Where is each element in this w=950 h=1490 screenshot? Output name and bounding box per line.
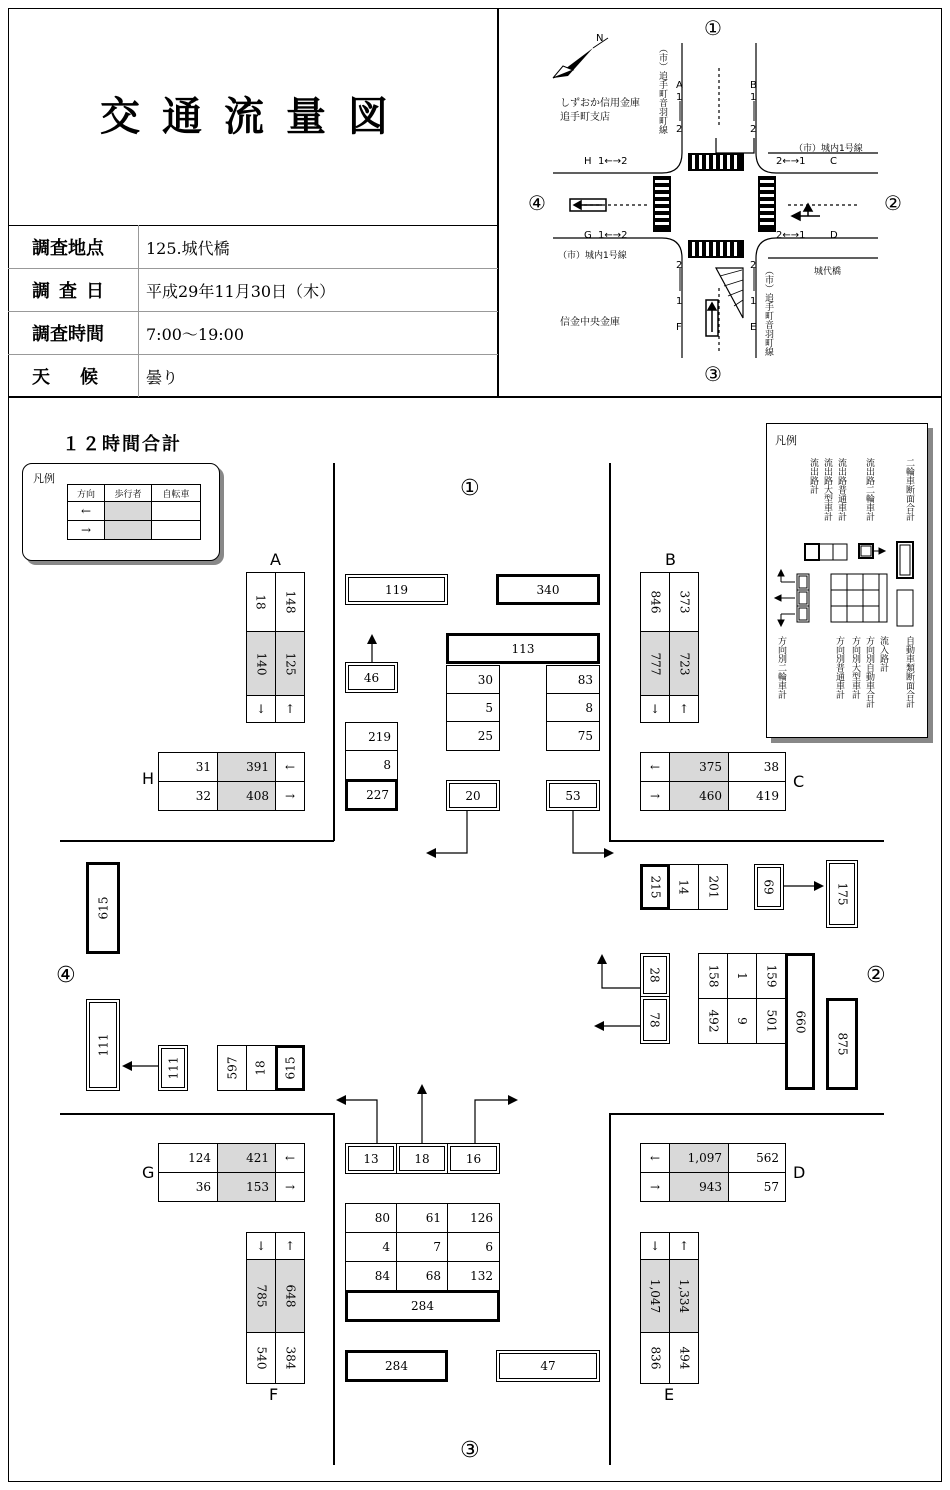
crosswalk-C-label: C xyxy=(793,772,805,791)
a1-right-2: 8 xyxy=(546,693,600,722)
a2-section-auto: 875 xyxy=(826,998,858,1090)
crosswalk-H-label: H xyxy=(142,769,155,788)
map-lane-E: E xyxy=(750,322,757,333)
legend-big-l2: 流出路大型車計 xyxy=(822,458,832,521)
map-lane-H: H xyxy=(584,156,592,167)
a4-row-3: 615 xyxy=(275,1045,305,1091)
cross-B-arrow-up: ↑ xyxy=(669,695,699,723)
cross-B-arrow-down: ↓ xyxy=(640,695,670,723)
legend-small-left: ← xyxy=(67,501,105,521)
cross-E-bot-1: 836 xyxy=(640,1332,670,1384)
cross-E-mid-1: 1,047 xyxy=(640,1259,670,1333)
cross-A-arrow-down: ↓ xyxy=(246,695,276,723)
a3-twowheel-out: 47 xyxy=(496,1350,600,1382)
weather-value: 曇り xyxy=(146,368,179,387)
cross-G-r2-1: 36 xyxy=(158,1172,218,1202)
legend-small-col1: 方向 xyxy=(67,484,105,502)
legend-big-b6: 自動車類断面合計 xyxy=(904,636,914,708)
cross-H-r1-1: 31 xyxy=(158,752,218,782)
cross-B-top-1: 846 xyxy=(640,572,670,632)
cross-H-r2-1: 32 xyxy=(158,781,218,811)
map-lane-H-dir: 1←→2 xyxy=(598,156,628,167)
map-lane-A-1: 1 xyxy=(676,92,683,103)
legend-big-b4: 方向別自動車合計 xyxy=(864,636,874,708)
cross-G-r2-3: → xyxy=(275,1172,305,1202)
cross-C-r2-2: 460 xyxy=(669,781,729,811)
a1-right-3: 75 xyxy=(546,721,600,751)
cross-D-r2-1: → xyxy=(640,1172,670,1202)
a3-r3-1: 84 xyxy=(345,1261,397,1291)
cross-C-r1-2: 375 xyxy=(669,752,729,782)
date-value: 平成29年11月30日（木） xyxy=(146,282,336,301)
a2-twowheel-out: 69 xyxy=(754,864,784,910)
map-num-1: ① xyxy=(704,16,722,40)
road-ew-label-left: （市）城内1号線 xyxy=(558,251,627,261)
a2-grid-2: 1 xyxy=(727,953,757,999)
crosswalk-A-label: A xyxy=(270,550,281,569)
bridge-label: 城代橋 xyxy=(814,267,842,277)
cross-C-r2-1: → xyxy=(640,781,670,811)
cross-H-r2-2: 408 xyxy=(217,781,276,811)
crosswalk-E-label: E xyxy=(664,1385,675,1404)
bank2-label: 信金中央金庫 xyxy=(560,317,620,328)
cross-A-mid-1: 140 xyxy=(246,631,276,696)
crosswalk-F-label: F xyxy=(269,1385,279,1404)
map-lane-C: C xyxy=(830,156,837,167)
road-ns-label-top: （市）追手町音羽町線 xyxy=(657,44,667,134)
cross-G-r1-2: 421 xyxy=(217,1143,276,1173)
cross-F-arrow-down: ↓ xyxy=(246,1232,276,1260)
location-value: 125.城代橋 xyxy=(146,239,230,258)
a2-grid-5: 9 xyxy=(727,998,757,1044)
legend-small-right: → xyxy=(67,520,105,540)
road-ns-label-bottom: （市）追手町音羽町線 xyxy=(763,266,773,356)
a3-r3-2: 68 xyxy=(396,1261,448,1291)
a2-top-1: 215 xyxy=(640,864,670,910)
approach-4-label: ④ xyxy=(56,963,76,988)
map-lane-C-dir: 2←→1 xyxy=(776,156,806,167)
legend-big-title: 凡例 xyxy=(775,434,797,447)
cross-C-r1-1: ← xyxy=(640,752,670,782)
approach-3-label: ③ xyxy=(460,1438,480,1463)
map-lane-A: A xyxy=(676,80,683,91)
a1-turn-left: 20 xyxy=(446,780,500,811)
legend-big-l5: 二輪車断面合計 xyxy=(904,458,914,521)
a3-r2-3: 6 xyxy=(447,1232,500,1262)
north-label: N xyxy=(596,33,604,44)
a3-dir-left: 13 xyxy=(345,1143,397,1174)
a3-r2-2: 7 xyxy=(396,1232,448,1262)
a4-twowheel-out: 111 xyxy=(158,1045,188,1091)
a3-out-total: 284 xyxy=(345,1350,448,1382)
cross-D-r1-2: 1,097 xyxy=(669,1143,729,1173)
date-label: 調査日 xyxy=(32,281,113,302)
map-lane-A-2: 2 xyxy=(676,124,683,135)
a1-leftbox-3: 227 xyxy=(345,779,398,811)
a3-r1-2: 61 xyxy=(396,1203,448,1233)
cross-H-r1-3: ← xyxy=(275,752,305,782)
legend-small-col3: 自転車 xyxy=(151,484,201,502)
cross-A-top-2: 148 xyxy=(275,572,305,632)
map-num-2: ② xyxy=(884,191,902,215)
cross-H-r1-2: 391 xyxy=(217,752,276,782)
map-lane-F: F xyxy=(676,322,682,333)
a3-r1-1: 80 xyxy=(345,1203,397,1233)
a1-leftbox-2: 8 xyxy=(345,750,398,780)
map-lane-G: G xyxy=(584,230,592,241)
a3-r1-3: 126 xyxy=(447,1203,500,1233)
road-ew-label-top: （市）城内1号線 xyxy=(794,144,863,154)
cross-E-arrow-up: ↑ xyxy=(669,1232,699,1260)
legend-small-title: 凡例 xyxy=(33,472,55,485)
cross-D-r2-2: 943 xyxy=(669,1172,729,1202)
legend-small-col2: 歩行者 xyxy=(104,484,152,502)
a2-grid-3: 159 xyxy=(756,953,786,999)
a2-grid-6: 501 xyxy=(756,998,786,1044)
a1-leftbox-1: 219 xyxy=(345,722,398,751)
bank1-label: しずおか信用金庫 xyxy=(560,98,640,109)
a3-r2-1: 4 xyxy=(345,1232,397,1262)
approach-2-label: ② xyxy=(866,963,886,988)
cross-F-arrow-up: ↑ xyxy=(275,1232,305,1260)
legend-big-b1: 方向別二輪車計 xyxy=(776,636,786,699)
a1-in-total: 113 xyxy=(446,633,600,664)
map-lane-D-dir: 2←→1 xyxy=(776,230,806,241)
cross-F-mid-1: 785 xyxy=(246,1259,276,1333)
map-lane-B-2: 2 xyxy=(750,124,757,135)
time-label: 調査時間 xyxy=(32,324,104,345)
a1-twowheel-up: 46 xyxy=(345,662,398,693)
cross-G-r2-2: 153 xyxy=(217,1172,276,1202)
cross-E-mid-2: 1,334 xyxy=(669,1259,699,1333)
cross-G-r1-1: 124 xyxy=(158,1143,218,1173)
time-value: 7:00〜19:00 xyxy=(146,325,245,344)
weather-label: 天候 xyxy=(32,367,128,388)
a4-row-2: 18 xyxy=(246,1045,276,1091)
map-lane-B: B xyxy=(750,80,757,91)
approach-1-label: ① xyxy=(460,476,480,501)
a1-left-2: 5 xyxy=(446,693,500,722)
cross-F-bot-2: 384 xyxy=(275,1332,305,1384)
map-lane-G-dir: 1←→2 xyxy=(598,230,628,241)
a2-section-twowheel: 175 xyxy=(826,860,858,928)
a2-top-3: 201 xyxy=(698,864,728,910)
map-num-3: ③ xyxy=(704,362,722,386)
map-lane-B-1: 1 xyxy=(750,92,757,103)
crosswalk-B-label: B xyxy=(665,550,676,569)
map-lane-F-1: 1 xyxy=(676,296,683,307)
legend-big-l1: 流出路計 xyxy=(808,458,818,494)
map-num-4: ④ xyxy=(528,191,546,215)
cross-B-mid-1: 777 xyxy=(640,631,670,696)
cross-F-mid-2: 648 xyxy=(275,1259,305,1333)
a2-top-2: 14 xyxy=(669,864,699,910)
map-lane-D: D xyxy=(830,230,838,241)
cross-C-r1-3: 38 xyxy=(728,752,786,782)
page-title: 交通流量図 xyxy=(100,93,410,140)
a1-turn-right: 53 xyxy=(546,780,600,811)
legend-big-l3: 流出路普通車計 xyxy=(836,458,846,521)
a3-dir-straight: 18 xyxy=(396,1143,448,1174)
a1-left-3: 25 xyxy=(446,721,500,751)
cross-A-mid-2: 125 xyxy=(275,631,305,696)
a1-twowheel-out: 119 xyxy=(345,574,448,605)
a2-dir-up: 28 xyxy=(640,953,670,997)
a1-left-1: 30 xyxy=(446,665,500,694)
a3-dir-right: 16 xyxy=(447,1143,500,1174)
a2-grid-4: 492 xyxy=(698,998,728,1044)
cross-D-r1-1: ← xyxy=(640,1143,670,1173)
cross-D-r2-3: 57 xyxy=(728,1172,786,1202)
cross-C-r2-3: 419 xyxy=(728,781,786,811)
a4-section-auto: 615 xyxy=(86,862,120,954)
a3-r3-3: 132 xyxy=(447,1261,500,1291)
location-label: 調査地点 xyxy=(32,238,104,259)
a4-row-1: 597 xyxy=(217,1045,247,1091)
legend-big-b2: 方向別普通車計 xyxy=(834,636,844,699)
cross-G-r1-3: ← xyxy=(275,1143,305,1173)
cross-D-r1-3: 562 xyxy=(728,1143,786,1173)
a2-in-total: 660 xyxy=(785,953,815,1090)
map-lane-E-2: 2 xyxy=(750,260,757,271)
crosswalk-G-label: G xyxy=(142,1163,155,1182)
section-title: １２時間合計 xyxy=(62,434,182,455)
crosswalk-D-label: D xyxy=(793,1163,806,1182)
legend-big-l4: 流出路二輪車計 xyxy=(864,458,874,521)
cross-H-r2-3: → xyxy=(275,781,305,811)
map-lane-F-2: 2 xyxy=(676,260,683,271)
cross-E-arrow-down: ↓ xyxy=(640,1232,670,1260)
a3-in-total: 284 xyxy=(345,1290,500,1322)
bank1-branch-label: 追手町支店 xyxy=(560,112,610,123)
a2-dir-left: 78 xyxy=(640,996,670,1044)
cross-B-top-2: 373 xyxy=(669,572,699,632)
cross-B-mid-2: 723 xyxy=(669,631,699,696)
a1-out-total: 340 xyxy=(496,574,600,605)
cross-E-bot-2: 494 xyxy=(669,1332,699,1384)
legend-big-b5: 流入路計 xyxy=(878,636,888,672)
cross-A-arrow-up: ↑ xyxy=(275,695,305,723)
cross-F-bot-1: 540 xyxy=(246,1332,276,1384)
a1-right-1: 83 xyxy=(546,665,600,694)
map-lane-E-1: 1 xyxy=(750,296,757,307)
a2-grid-1: 158 xyxy=(698,953,728,999)
legend-big-b3: 方向別大型車計 xyxy=(850,636,860,699)
a4-section-twowheel: 111 xyxy=(86,999,120,1091)
cross-A-top-1: 18 xyxy=(246,572,276,632)
